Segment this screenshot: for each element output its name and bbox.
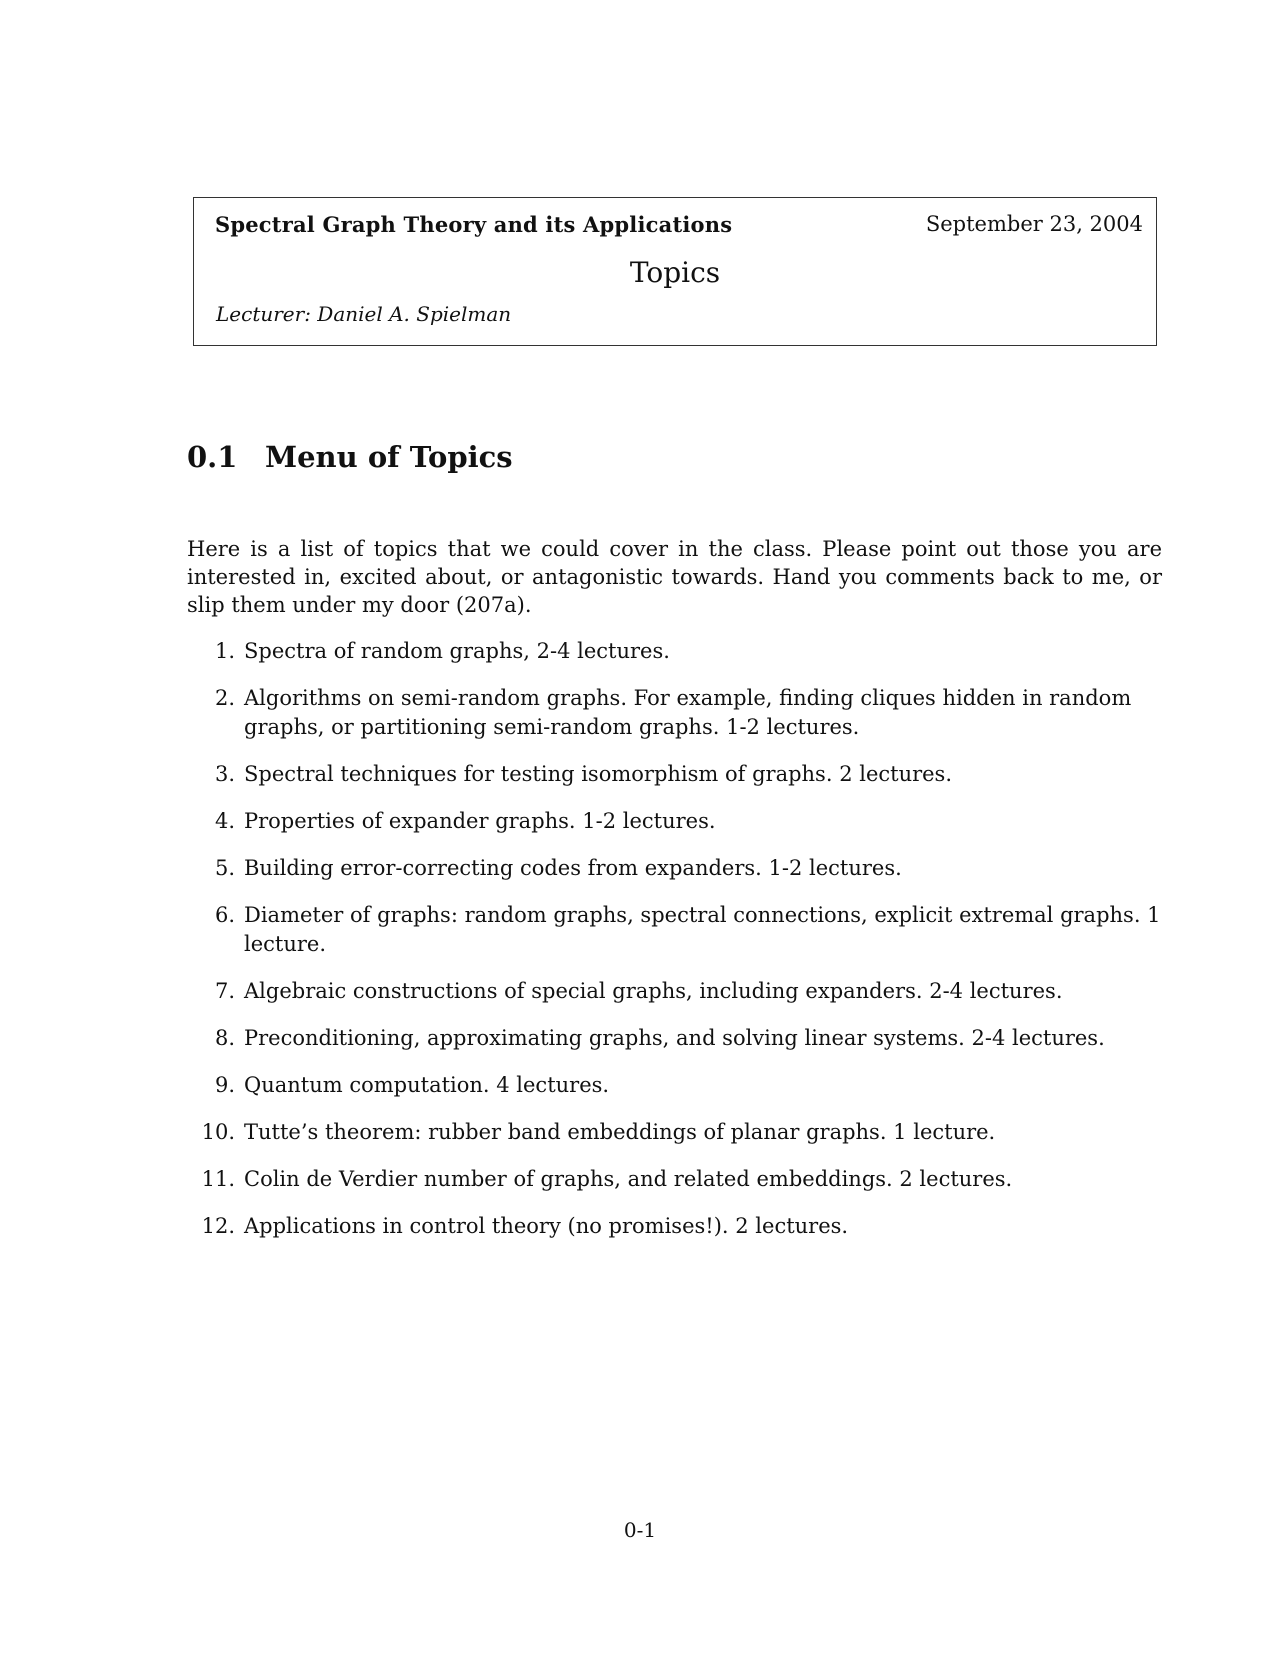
lecturer-name: Lecturer: Daniel A. Spielman: [216, 302, 512, 326]
list-item-number: 4.: [214, 809, 235, 833]
list-item-number: 3.: [214, 762, 235, 786]
document-title: Topics: [629, 256, 721, 289]
list-item-text: Algebraic constructions of special graphs, including expanders. 2-4 lectures.: [244, 979, 1063, 1003]
list-item: [187, 1071, 1162, 1100]
list-item-text: Preconditioning, approximating graphs, and solving linear systems. 2-4 lectures.: [244, 1026, 1105, 1050]
list-item-text: Tutte’s theorem: rubber band embeddings of planar graphs. 1 lecture.: [244, 1120, 996, 1144]
list-item-number: 11.: [201, 1167, 235, 1191]
list-item-text: Spectral techniques for testing isomorphism of graphs. 2 lectures.: [244, 762, 953, 786]
list-item-text: Quantum computation. 4 lectures.: [244, 1073, 610, 1097]
lecture-date: September 23, 2004: [925, 212, 1143, 236]
list-item-number: 5.: [214, 856, 235, 880]
list-item: [187, 684, 1162, 742]
list-item: [187, 760, 1162, 789]
list-item-number: 10.: [201, 1120, 235, 1144]
list-item-text: Algorithms on semi-random graphs. For example, finding cliques hidden in random graphs, or partitioning semi-random graphs. 1-2 lectures.: [244, 686, 1132, 739]
course-title: Spectral Graph Theory and its Applications: [215, 212, 733, 237]
list-item-number: 6.: [214, 903, 235, 927]
list-item-text: Building error-correcting codes from expanders. 1-2 lectures.: [244, 856, 902, 880]
list-item-number: 8.: [214, 1026, 235, 1050]
list-item-number: 9.: [214, 1073, 235, 1097]
list-item: [187, 901, 1162, 959]
list-item: [187, 1118, 1162, 1147]
page-number: 0-1: [623, 1518, 657, 1542]
list-item-number: 12.: [201, 1214, 235, 1238]
list-item-text: Properties of expander graphs. 1-2 lectures.: [244, 809, 716, 833]
list-item-number: 1.: [214, 639, 235, 663]
list-item: [187, 637, 1162, 666]
section-number: 0.1: [187, 440, 238, 474]
list-item: [187, 854, 1162, 883]
list-item: [187, 1165, 1162, 1194]
list-item: [187, 1212, 1162, 1241]
list-item-text: Colin de Verdier number of graphs, and related embeddings. 2 lectures.: [244, 1167, 1013, 1191]
list-item-number: 7.: [214, 979, 235, 1003]
list-item-text: Diameter of graphs: random graphs, spectral connections, explicit extremal graphs. 1 lecture.: [244, 903, 1161, 956]
topic-list: [187, 637, 1162, 1259]
list-item-text: Spectra of random graphs, 2-4 lectures.: [244, 639, 670, 663]
lecture-header-box: [193, 197, 1157, 346]
list-item: [187, 807, 1162, 836]
list-item-text: Applications in control theory (no promises!). 2 lectures.: [244, 1214, 849, 1238]
list-item: [187, 1024, 1162, 1053]
list-item-number: 2.: [214, 686, 235, 710]
list-item: [187, 977, 1162, 1006]
section-title: Menu of Topics: [265, 440, 513, 474]
section-heading: [187, 440, 513, 474]
intro-paragraph: Here is a list of topics that we could cover in the class. Please point out those you are interested in, excited about, or antagonistic towards. Hand you comments back to me, or slip them under my door (207a).: [187, 537, 1162, 617]
